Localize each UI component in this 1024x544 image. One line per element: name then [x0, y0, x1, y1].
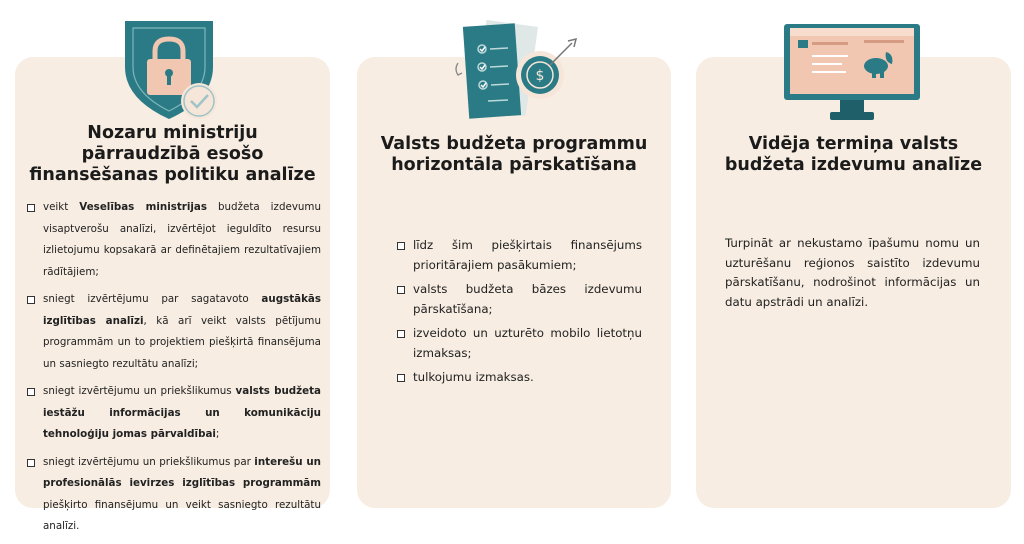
list-item: veikt Veselības ministrijas budžeta izdevumu visaptverošu analīzi, izvērtējot ieguldīto resursu izlietojumu kopsakarā ar definētajiem rezultatīvajiem rādītājiem; — [27, 197, 321, 283]
shield-lock-check-icon — [115, 17, 223, 123]
monitor-bank-piggybank-icon — [782, 22, 922, 124]
list-item: līdz šim piešķirtais finansējums prioritārajiem pasākumiem; — [397, 236, 642, 275]
title-line: Valsts budžeta programmu — [380, 134, 648, 154]
list-item: valsts budžeta bāzes izdevumu pārskatīšana; — [397, 280, 642, 319]
list-item: izveidoto un uzturēto mobilo lietotņu izmaksas; — [397, 324, 642, 363]
svg-text:$: $ — [535, 68, 545, 84]
title-line: pārraudzībā esošo — [81, 144, 264, 164]
title-line: horizontāla pārskatīšana — [391, 155, 637, 175]
card-title-medium-term-analysis — [696, 134, 1011, 176]
list-item: sniegt izvērtējumu un priekšlikumus par interešu un profesionālās ievirzes izglītības programmām piešķirto finansējumu un veikt sasniegto rezultātu analīzi. — [27, 452, 321, 538]
checklist-coin-target-icon — [450, 17, 580, 123]
title-line: Vidēja termiņa valsts — [748, 134, 959, 154]
title-line: finansēšanas politiku analīze — [29, 165, 316, 185]
list-item: tulkojumu izmaksas. — [397, 368, 642, 388]
list-item: sniegt izvērtējumu par sagatavoto augstākās izglītības analīzi, kā arī veikt valsts pētījumu programmām un to projektiem piešķirtā finansējuma un sasniegto rezultātu analīzi; — [27, 289, 321, 375]
medium-term-analysis-text: Turpināt ar nekustamo īpašumu nomu un uzturēšanu reģionos saistīto izdevumu pārskatīšanu, nodrošinot informācijas un datu apstrādi un analīzi. — [725, 236, 980, 309]
card-title-ministry-policy-analysis — [15, 123, 330, 186]
horizontal-review-list — [397, 236, 642, 393]
ministry-policy-list — [27, 197, 321, 544]
title-line: Nozaru ministriju — [87, 123, 258, 143]
title-line: budžeta izdevumu analīze — [724, 155, 983, 175]
card-title-horizontal-review — [357, 134, 671, 176]
list-item: sniegt izvērtējumu un priekšlikumus valsts budžeta iestāžu informācijas un komunikāciju tehnoloģiju jomas pārvaldībai; — [27, 381, 321, 446]
